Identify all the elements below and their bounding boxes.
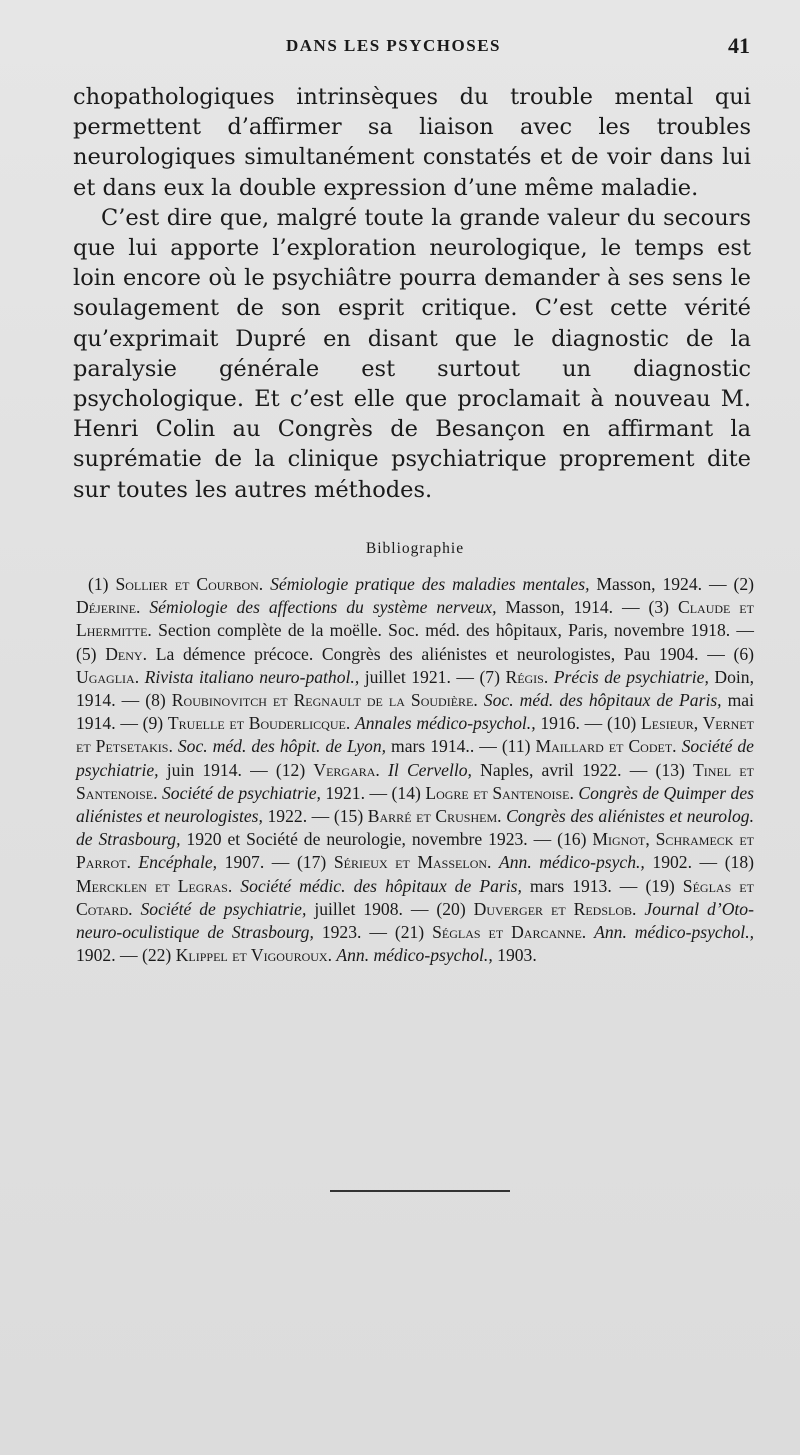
bibliography-entry [297,852,725,872]
entry-details: Doin, 1914. — [76,666,754,711]
entry-number: (5) [76,643,97,664]
entry-number: (21) [394,922,425,943]
entry-number: (10) [606,713,637,734]
entry-authors: Vergara. [313,759,380,780]
entry-details: 1902. — [652,852,718,873]
entry-work: Soc. méd. des hôpitaux de Paris, [483,690,722,711]
entry-authors: Klippel et Vigouroux. [175,945,332,966]
entry-authors: Maillard et Codet. [535,736,677,757]
entry-number: (3) [648,597,670,618]
entry-authors: Barré et Crushem. [367,806,502,827]
entry-number: (17) [296,852,327,873]
entry-work: Encéphale, [138,852,218,873]
running-head-title: DANS LES PSYCHOSES [286,36,502,55]
entry-details: juillet 1921. — [364,666,474,687]
bibliography-entry [88,574,733,594]
entry-authors: Logre et Santenoise. [425,782,574,803]
entry-details: Naples, avril 1922. — [480,759,648,780]
entry-details: juillet 1908. — [314,898,429,919]
body-text [73,82,751,505]
entry-details: 1922. — [267,806,330,827]
entry-authors: Truelle et Bouderlicque. [167,713,351,734]
entry-work: Ann. médico-psychol., [336,945,493,966]
entry-work: Journal d’Oto-neuro-oculistique de Strasbourg, [76,898,754,943]
entry-details: Masson, 1914. — [505,597,640,618]
bibliography-heading: Bibliographie [365,540,465,557]
entry-details: mars 1914.. — [391,736,497,757]
paragraph-1: chopathologiques intrinsèques du trouble mental qui permettent d’affirmer sa liaison avec les troubles neurologiques simultanément constatés et de voir dans lui et dans eux la double expression d’une même maladie. [73,84,751,201]
entry-details: mai 1914. — [76,690,755,734]
entry-number: (15) [333,806,364,827]
entry-number: (13) [655,759,685,780]
entry-number: (11) [501,736,531,757]
entry-authors: Séglas et Darcanne. [432,922,587,943]
paragraph-2: C’est dire que, malgré toute la grande valeur du secours que lui apporte l’exploration neurologique, le temps est loin encore où le psychiâtre pourra demander à ses sens le soulagement de son esprit critique. C’est cette vérité qu’exprimait Dupré en disant que le diagnostic de la paralysie générale est surtout un diagnostic psychologique. Et c’est elle que proclamait à nouveau M. Henri Colin au Congrès de Besançon en affirmant la suprématie de la clinique psychiatrique proprement dite sur toutes les autres méthodes. [73,204,751,503]
entry-details: 1907. — [224,852,290,873]
bibliography-entry [276,760,656,780]
entry-work: Sémiologie pratique des maladies mentales, [270,574,590,594]
entry-details: 1903. [497,945,537,966]
entry-details: juin 1914. — [166,759,268,780]
entry-number: (9) [142,713,164,734]
bibliography-entry [76,644,734,664]
entry-details: 1923. — [321,922,387,943]
bibliography-entry [142,945,537,965]
bibliography-list [76,573,754,967]
entry-work: Ann. médico-psych., [499,852,645,873]
entry-work: Société médic. des hôpitaux de Paris, [240,875,522,896]
entry-authors: Lesieur, Vernet et Petsetakis. [76,713,754,757]
entry-work: Sémiologie des affections du système nerveux, [149,597,497,618]
entry-work: Société de psychiatrie, [162,782,321,803]
entry-details: Masson, 1924. — [596,574,727,594]
entry-number: (1) [88,574,109,594]
entry-details: 1902. — [76,945,138,966]
entry-work: Congrès de Quimper des aliénistes et neurologistes, [76,782,755,827]
entry-number: (19) [645,875,675,896]
entry-work: Annales médico-psychol., [354,713,536,734]
entry-details: 1920 et Société de neurologie, novembre 1923. — [186,829,552,850]
page-number: 41 [728,33,750,58]
entry-authors: Mignot, Schrameck et Parrot. [76,829,755,873]
entry-authors: Sollier et Courbon. [115,574,264,594]
entry-number: (18) [724,852,755,873]
entry-authors: Claude et Lhermitte. [76,597,754,641]
entry-work: Ann. médico-psychol., [594,922,754,943]
entry-details: Section complète de la moëlle. Soc. méd. des hôpitaux, Paris, novembre 1918. — [158,620,754,641]
entry-details: 1921. — [325,782,388,803]
entry-authors: Sérieux et Masselon. [333,852,492,873]
entry-authors: Séglas et Cotard. [76,875,754,919]
entry-details: mars 1913. — [529,875,638,896]
entry-number: (14) [391,782,421,803]
entry-work: Rivista italiano neuro-pathol., [144,666,360,687]
entry-work: Congrès des aliénistes et neurolog. de Strasbourg, [76,806,754,850]
entry-number: (7) [479,666,500,687]
entry-authors: Ugaglia. [76,666,140,687]
entry-number: (8) [145,690,166,711]
entry-number: (6) [733,643,755,664]
entry-number: (22) [141,945,172,966]
end-rule [330,1190,510,1192]
entry-authors: Roubinovitch et Regnault de la Soudière. [171,690,478,711]
entry-details: 1916. — [540,713,603,734]
running-head [0,33,800,64]
entry-number: (2) [733,574,754,594]
entry-work: Société de psychiatrie, [140,898,307,919]
entry-number: (12) [275,759,306,780]
bibliography-entry [143,713,607,733]
entry-work: Il Cervello, [388,759,472,780]
entry-authors: Deny. [105,643,147,664]
entry-authors: Mercklen et Legras. [76,875,233,896]
entry-authors: Duverger et Redslob. [473,898,637,919]
entry-authors: Tinel et Santenoise. [76,759,754,803]
entry-work: Société de psychiatrie, [76,736,754,780]
entry-number: (20) [436,898,466,919]
entry-work: Soc. méd. des hôpit. de Lyon, [177,736,387,757]
entry-work: Précis de psychiatrie, [553,666,709,687]
entry-number: (16) [557,829,587,850]
entry-details: La démence précoce. Congrès des aliénistes et neurologistes, Pau 1904. — [155,643,725,664]
entry-authors: Déjerine. [76,597,141,618]
entry-authors: Régis. [505,666,549,687]
